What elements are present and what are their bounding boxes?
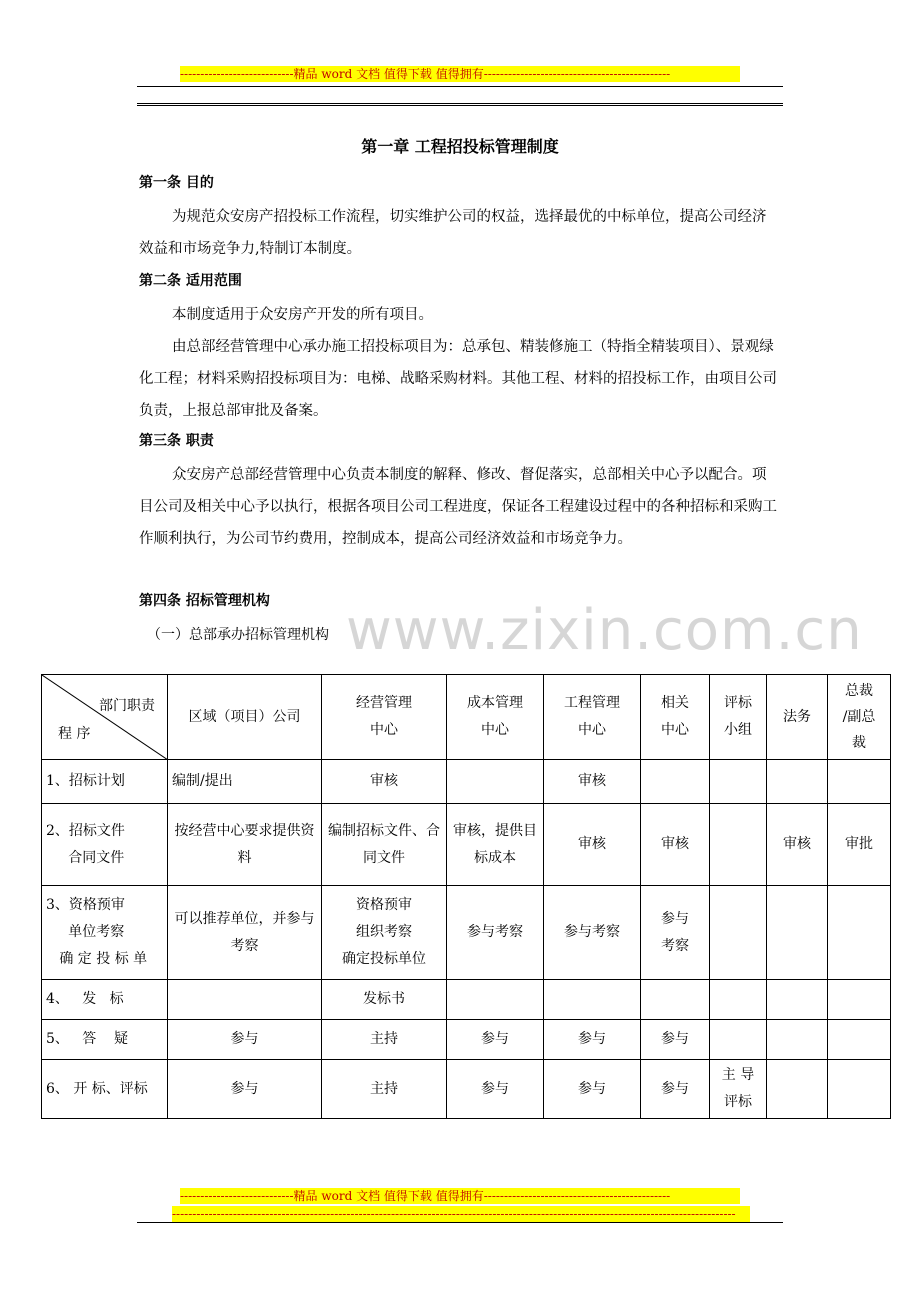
table-cell: 主持 xyxy=(322,1060,447,1119)
table-cell: 审核 xyxy=(641,804,710,886)
table-cell xyxy=(710,980,767,1020)
footer-rule xyxy=(137,1222,783,1223)
table-cell: 参与 xyxy=(168,1060,322,1119)
header-cell: 经营管理 中心 xyxy=(322,675,447,760)
table-cell: 参与 xyxy=(544,1060,641,1119)
table-cell xyxy=(767,980,828,1020)
table-row xyxy=(42,980,891,1020)
table-cell: 2、招标文件 合同文件 xyxy=(42,804,168,886)
header-cell: 相关 中心 xyxy=(641,675,710,760)
table-row xyxy=(42,1020,891,1060)
header-banner: ----------------------------精品 word 文档 值得下载 值得拥有---------------------------------------------- xyxy=(180,66,740,82)
table-cell: 参与 xyxy=(544,1020,641,1060)
header-cell: 总裁 /副总 裁 xyxy=(828,675,891,760)
article-4-subheading: （一）总部承办招标管理机构 xyxy=(147,627,329,643)
table-cell xyxy=(767,760,828,804)
table-header-row xyxy=(42,675,891,760)
footer-banner: ----------------------------精品 word 文档 值得下载 值得拥有---------------------------------------------- xyxy=(180,1188,740,1204)
table-cell: 审核 xyxy=(322,760,447,804)
article-1-paragraph: 为规范众安房产招投标工作流程，切实维护公司的权益，选择最优的中标单位，提高公司经济效益和市场竞争力,特制订本制度。 xyxy=(139,209,767,257)
table-cell: 参与考察 xyxy=(447,886,544,980)
table-cell: 按经营中心要求提供资料 xyxy=(168,804,322,886)
table-cell xyxy=(447,980,544,1020)
table-cell: 编制/提出 xyxy=(168,760,322,804)
table-cell xyxy=(710,886,767,980)
header-cell: 法务 xyxy=(767,675,828,760)
table-cell xyxy=(828,1060,891,1119)
header-rule-double xyxy=(137,103,783,106)
header-cell: 工程管理 中心 xyxy=(544,675,641,760)
table-cell xyxy=(641,980,710,1020)
table-cell: 发标书 xyxy=(322,980,447,1020)
table-cell: 6、 开 标、评标 xyxy=(42,1060,168,1119)
table-cell: 审核 xyxy=(767,804,828,886)
table-cell xyxy=(710,804,767,886)
table-cell: 资格预审 组织考察 确定投标单位 xyxy=(322,886,447,980)
table-cell: 5、 答 疑 xyxy=(42,1020,168,1060)
chapter-title: 第一章 工程招投标管理制度 xyxy=(361,137,559,156)
table-cell xyxy=(544,980,641,1020)
table-cell: 审核，提供目标成本 xyxy=(447,804,544,886)
table-cell: 审批 xyxy=(828,804,891,886)
table-cell: 参与 考察 xyxy=(641,886,710,980)
table-cell xyxy=(767,886,828,980)
table-row xyxy=(42,760,891,804)
table-row xyxy=(42,886,891,980)
corner-top-label: 部门职责 xyxy=(99,698,155,714)
watermark: www.zixin.com.cn xyxy=(346,598,863,663)
article-2-paragraph-2: 由总部经营管理中心承办施工招投标项目为：总承包、精装修施工（特指全精装项目）、景观绿化工程；材料采购招投标项目为：电梯、战略采购材料。其他工程、材料的招投标工作，由项目公司负责，上报总部审批及备案。 xyxy=(139,339,777,419)
corner-cell xyxy=(42,675,168,760)
header-rule-thin xyxy=(137,86,783,87)
table-cell: 参与 xyxy=(447,1020,544,1060)
corner-bottom-label: 程 序 xyxy=(58,726,91,742)
table-cell xyxy=(641,760,710,804)
article-2-paragraph-1: 本制度适用于众安房产开发的所有项目。 xyxy=(172,307,433,323)
table-cell xyxy=(828,1020,891,1060)
table-cell xyxy=(828,980,891,1020)
table-cell: 1、招标计划 xyxy=(42,760,168,804)
table-cell: 编制招标文件、合同文件 xyxy=(322,804,447,886)
table-cell xyxy=(447,760,544,804)
table-cell xyxy=(767,1060,828,1119)
table-cell: 参与 xyxy=(641,1060,710,1119)
table-cell: 参与 xyxy=(641,1020,710,1060)
table-cell: 参与考察 xyxy=(544,886,641,980)
table-row xyxy=(42,1060,891,1119)
table-cell xyxy=(767,1020,828,1060)
table-cell xyxy=(828,886,891,980)
article-1-heading: 第一条 目的 xyxy=(139,175,214,191)
article-3-paragraph: 众安房产总部经营管理中心负责本制度的解释、修改、督促落实，总部相关中心予以配合。项目公司及相关中心予以执行，根据各项目公司工程进度，保证各工程建设过程中的各种招标和采购工作顺利执行，为公司节约费用，控制成本，提高公司经济效益和市场竞争力。 xyxy=(139,467,777,547)
footer-banner-dashes: ------------------------------------------------------------------------------------------------------------------------------------------- xyxy=(172,1206,750,1222)
table-cell: 可以推荐单位，并参与考察 xyxy=(168,886,322,980)
header-cell: 评标 小组 xyxy=(710,675,767,760)
table-cell: 审核 xyxy=(544,760,641,804)
article-4-heading: 第四条 招标管理机构 xyxy=(139,593,270,609)
table-cell xyxy=(168,980,322,1020)
article-2-heading: 第二条 适用范围 xyxy=(139,273,242,289)
table-cell: 审核 xyxy=(544,804,641,886)
responsibility-table xyxy=(41,674,891,1119)
table-row xyxy=(42,804,891,886)
table-cell: 3、资格预审 单位考察 确 定 投 标 单 xyxy=(42,886,168,980)
table-cell: 4、 发 标 xyxy=(42,980,168,1020)
table-cell xyxy=(710,760,767,804)
table-cell: 参与 xyxy=(447,1060,544,1119)
table-cell: 主持 xyxy=(322,1020,447,1060)
table-cell xyxy=(828,760,891,804)
table-cell xyxy=(710,1020,767,1060)
header-cell: 成本管理 中心 xyxy=(447,675,544,760)
table-cell: 参与 xyxy=(168,1020,322,1060)
header-cell: 区域（项目）公司 xyxy=(168,675,322,760)
article-3-heading: 第三条 职责 xyxy=(139,433,214,449)
table-cell: 主 导 评标 xyxy=(710,1060,767,1119)
